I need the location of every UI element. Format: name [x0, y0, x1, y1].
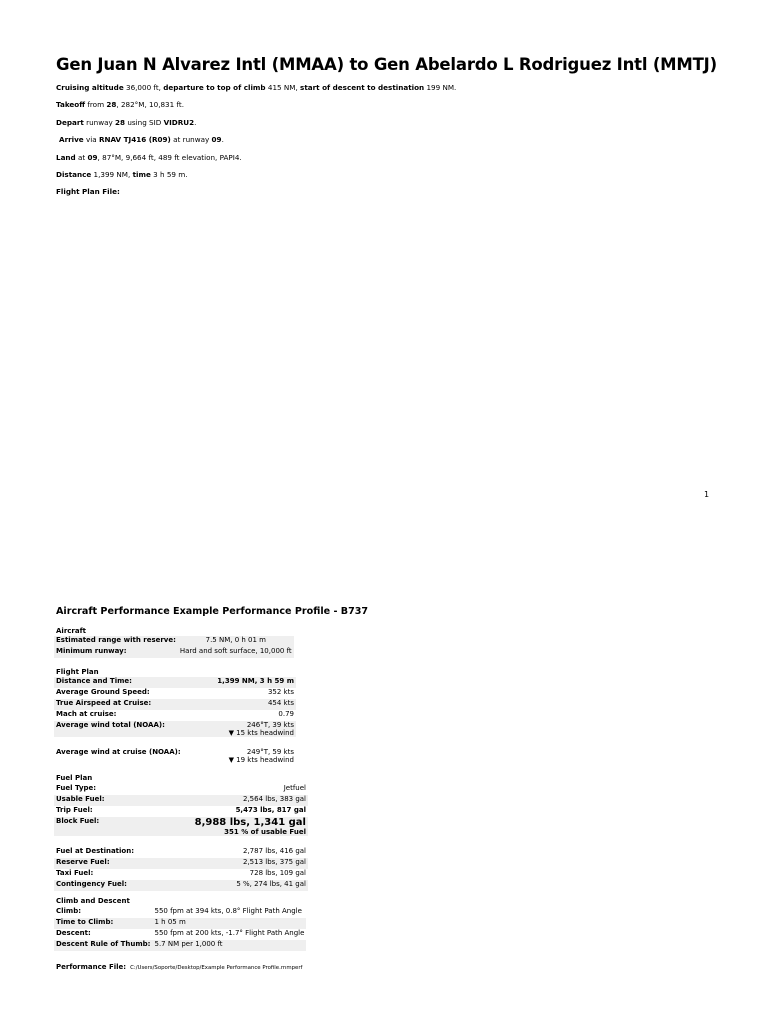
flight-plan-file-line	[56, 187, 120, 196]
table-row	[54, 677, 296, 688]
cruise-summary-line	[56, 83, 456, 92]
table-row	[54, 688, 296, 699]
row-value-cell	[203, 721, 296, 737]
row-value: 1,399 NM, 3 h 59 m	[203, 677, 296, 688]
table-row	[54, 858, 308, 869]
time-value: 3 h 59 m.	[153, 170, 188, 179]
toc-label: departure to top of climb	[163, 83, 266, 92]
row-value: 352 kts	[267, 688, 294, 696]
flight-plan-table	[54, 677, 296, 764]
table-row	[54, 847, 308, 858]
cruise-label: Cruising altitude	[56, 83, 124, 92]
table-row	[54, 647, 294, 658]
takeoff-details: , 282°M, 10,831 ft.	[116, 100, 184, 109]
takeoff-runway: 28	[106, 100, 117, 109]
table-row	[54, 721, 296, 737]
flight-plan-file-label: Flight Plan File:	[56, 187, 120, 196]
takeoff-line	[56, 100, 184, 109]
row-value: 7.5 NM, 0 h 01 m	[178, 636, 294, 647]
depart-runway-text: runway	[86, 118, 113, 127]
climb-descent-table	[54, 907, 306, 951]
row-label: Descent Rule of Thumb:	[54, 940, 152, 951]
row-value: Jetfuel	[283, 784, 306, 792]
land-label: Land	[56, 153, 76, 162]
row-value: 2,513 lbs, 375 gal	[160, 858, 308, 869]
row-value-cell	[160, 817, 308, 836]
aircraft-table	[54, 636, 294, 658]
row-label: Fuel Type:	[56, 784, 97, 792]
row-value: 246°T, 39 kts	[246, 721, 294, 729]
climb-descent-heading: Climb and Descent	[56, 897, 130, 905]
cruise-value: 36,000 ft,	[126, 83, 161, 92]
land-details: , 87°M, 9,664 ft, 489 ft elevation, PAPI4.	[97, 153, 242, 162]
row-label: Time to Climb:	[54, 918, 152, 929]
arrive-runway: 09	[211, 135, 222, 144]
table-row	[54, 869, 308, 880]
row-label: Trip Fuel:	[56, 806, 93, 814]
arrive-label: Arrive	[59, 135, 84, 144]
flight-plan-heading: Flight Plan	[56, 668, 99, 676]
depart-sid: VIDRU2	[163, 118, 195, 127]
row-value: 550 fpm at 200 kts, -1.7° Flight Path Angle	[154, 929, 305, 937]
fuel-plan-table	[54, 784, 308, 891]
table-row	[54, 940, 306, 951]
row-label: Taxi Fuel:	[56, 869, 94, 877]
row-label: Mach at cruise:	[56, 710, 117, 718]
row-value: 728 lbs, 109 gal	[249, 869, 306, 877]
table-row	[54, 636, 294, 647]
table-row	[54, 795, 308, 806]
row-label: Distance and Time:	[54, 677, 203, 688]
row-value: 1 h 05 m	[152, 918, 306, 929]
takeoff-from: from	[87, 100, 105, 109]
row-value: 454 kts	[203, 699, 296, 710]
tod-label: start of descent to destination	[300, 83, 425, 92]
performance-file-label: Performance File:	[56, 963, 127, 971]
page-number: 1	[704, 490, 710, 499]
row-value: 5 %, 274 lbs, 41 gal	[160, 880, 308, 891]
table-row	[54, 918, 306, 929]
row-label: Usable Fuel:	[54, 795, 160, 806]
row-label: Fuel at Destination:	[56, 847, 135, 855]
table-row	[54, 929, 306, 940]
row-label: Average wind at cruise (NOAA):	[56, 748, 181, 756]
row-label: Estimated range with reserve:	[54, 636, 178, 647]
row-value: 249°T, 59 kts	[246, 748, 294, 756]
row-value: Hard and soft surface, 10,000 ft	[178, 647, 294, 658]
headwind-note: ▼ 15 kts headwind	[228, 729, 294, 737]
row-label: Contingency Fuel:	[54, 880, 160, 891]
headwind-note: ▼ 19 kts headwind	[228, 756, 294, 764]
row-label: True Airspeed at Cruise:	[54, 699, 203, 710]
table-row	[54, 710, 296, 721]
performance-title: Aircraft Performance Example Performance Profile - B737	[56, 606, 369, 617]
row-value: 550 fpm at 394 kts, 0.8° Flight Path Angle	[154, 907, 302, 915]
row-value: 2,787 lbs, 416 gal	[242, 847, 306, 855]
arrive-line: Arrive via RNAV TJ416 (R09) at runway 09.	[59, 135, 224, 144]
row-value: 2,564 lbs, 383 gal	[160, 795, 308, 806]
takeoff-label: Takeoff	[56, 100, 86, 109]
fuel-plan-heading: Fuel Plan	[56, 774, 93, 782]
arrive-star: RNAV TJ416 (R09)	[98, 135, 171, 144]
table-row	[54, 806, 308, 817]
row-value: 0.79	[278, 710, 294, 718]
arrive-at: at runway	[173, 135, 210, 144]
aircraft-heading: Aircraft	[56, 627, 86, 635]
row-label: Average Ground Speed:	[56, 688, 150, 696]
table-row	[54, 784, 308, 795]
block-fuel-value: 8,988 lbs, 1,341 gal	[194, 817, 306, 828]
land-runway: 09	[87, 153, 98, 162]
depart-runway: 28	[115, 118, 126, 127]
distance-value: 1,399 NM,	[93, 170, 131, 179]
distance-label: Distance	[56, 170, 92, 179]
depart-line: Depart runway 28 using SID VIDRU2.	[56, 118, 197, 127]
row-value: 5.7 NM per 1,000 ft	[152, 940, 306, 951]
arrive-via: via	[85, 135, 97, 144]
performance-file-line	[56, 963, 302, 971]
table-row	[54, 817, 308, 836]
row-label: Minimum runway:	[54, 647, 178, 658]
toc-value: 415 NM,	[267, 83, 298, 92]
usable-fuel-percent: 351 % of usable Fuel	[224, 828, 306, 836]
row-value: 5,473 lbs, 817 gal	[235, 806, 306, 814]
land-line	[56, 153, 242, 162]
row-label: Climb:	[56, 907, 82, 915]
row-label: Block Fuel:	[54, 817, 160, 836]
table-row	[54, 880, 308, 891]
table-row	[54, 907, 306, 918]
table-row	[54, 748, 296, 764]
page-title: Gen Juan N Alvarez Intl (MMAA) to Gen Abelardo L Rodriguez Intl (MMTJ)	[56, 55, 717, 74]
depart-label: Depart	[56, 118, 84, 127]
row-label: Average wind total (NOAA):	[54, 721, 203, 737]
distance-line	[56, 170, 188, 179]
time-label: time	[132, 170, 151, 179]
row-value-cell	[203, 748, 296, 764]
row-label: Descent:	[56, 929, 91, 937]
land-at: at	[78, 153, 86, 162]
tod-value: 199 NM.	[426, 83, 457, 92]
row-label: Reserve Fuel:	[54, 858, 160, 869]
table-row	[54, 699, 296, 710]
depart-using: using SID	[127, 118, 162, 127]
performance-file-path: C:/Users/Soporte/Desktop/Example Performance Profile.rnmperf	[130, 965, 303, 971]
